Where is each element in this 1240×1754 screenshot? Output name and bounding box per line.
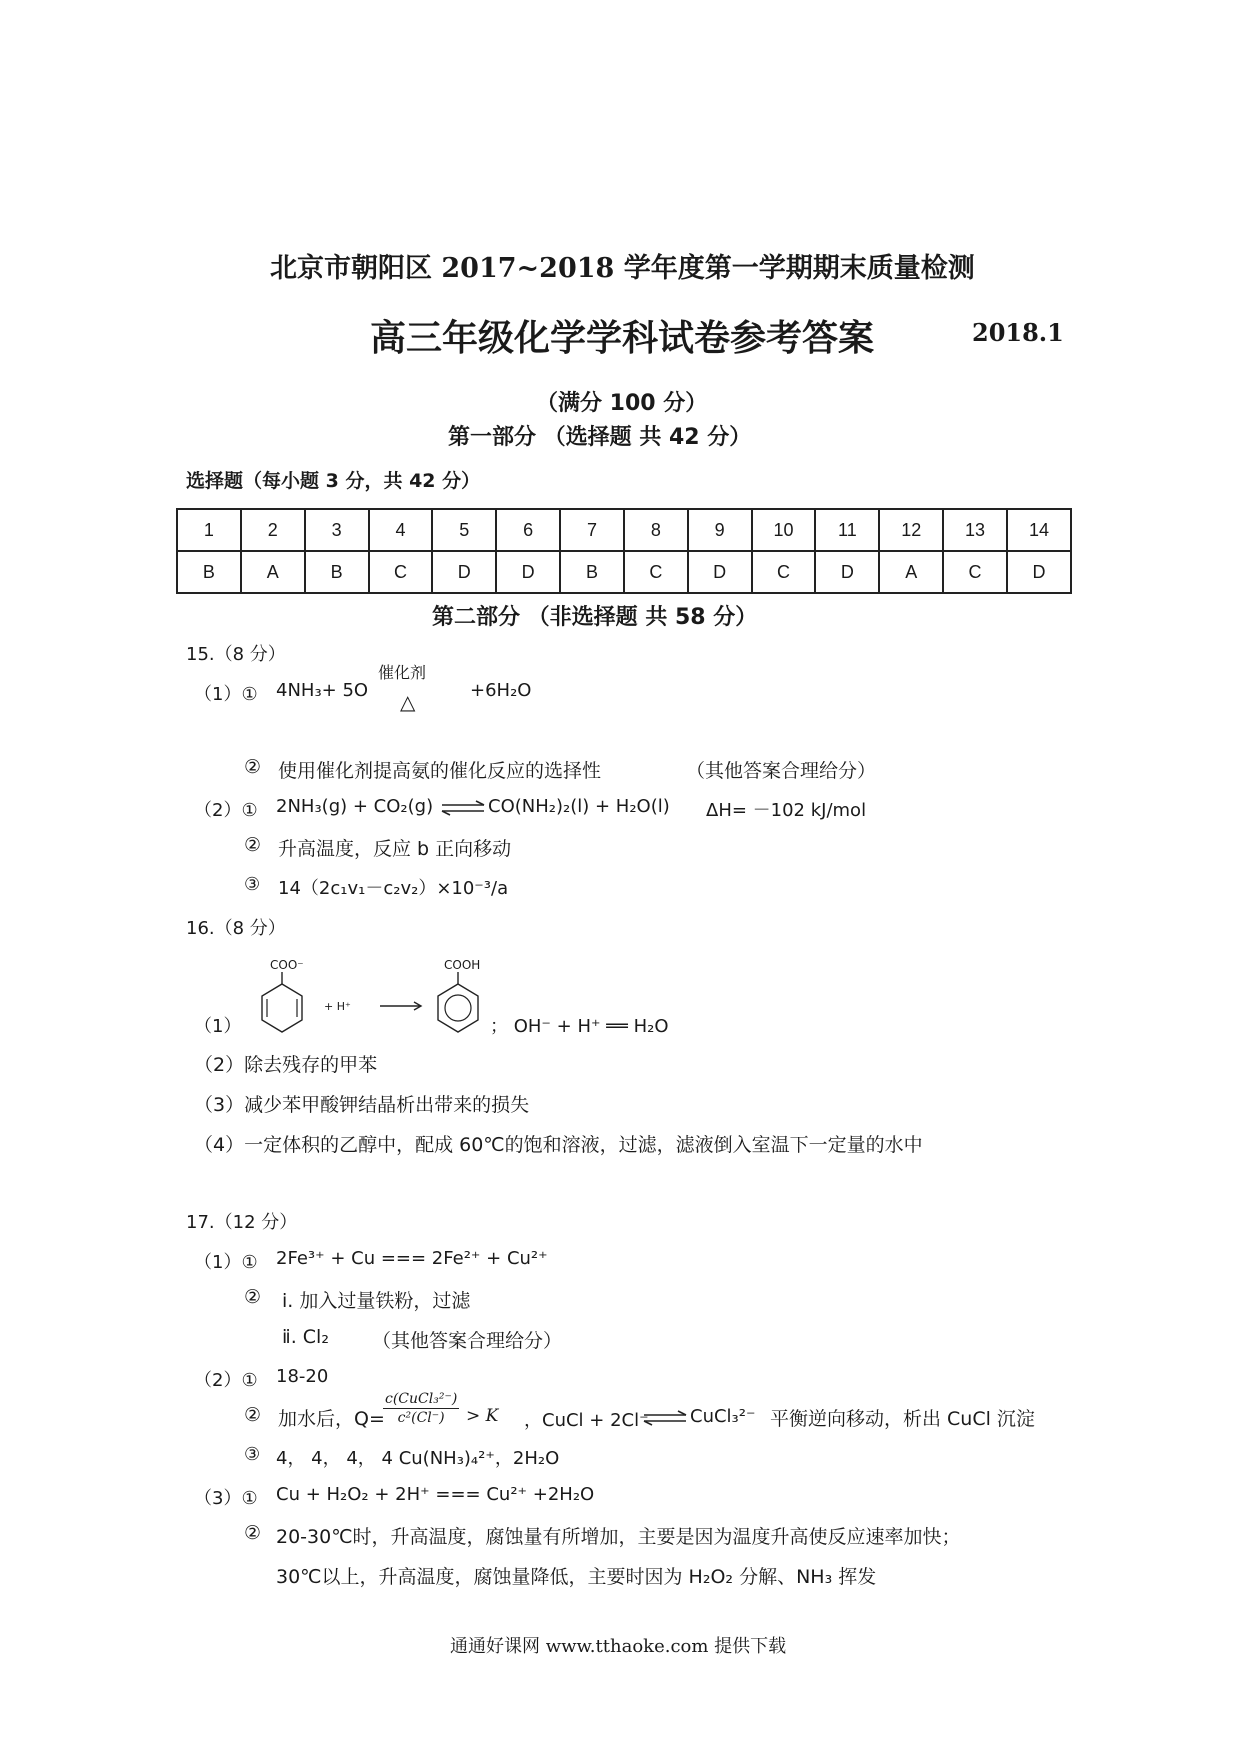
q17-1-label: （1）① (194, 1252, 258, 1273)
q17-3b-line1: 20-30℃时，升高温度，腐蚀量有所增加，主要是因为温度升高使反应速率加快； (276, 1526, 961, 1548)
table-cell: D (1007, 551, 1071, 593)
q15-1b-note: （其他答案合理给分） (686, 760, 877, 782)
table-cell: 14 (1007, 509, 1071, 551)
table-cell: 4 (369, 509, 433, 551)
q17-3-label: （3）① (194, 1488, 258, 1509)
q17-3-text: Cu + H₂O₂ + 2H⁺ === Cu²⁺ +2H₂O (276, 1484, 595, 1505)
q17-1b-label: ② (244, 1286, 262, 1308)
part2-heading: 第二部分 （非选择题 共 58 分） (432, 605, 758, 630)
table-cell: C (943, 551, 1007, 593)
answer-table (176, 508, 1072, 594)
q17-2-label: （2）① (194, 1370, 258, 1391)
q15-1b-text: 使用催化剂提高氨的催化反应的选择性 (278, 760, 602, 782)
q17-2b-label: ② (244, 1404, 262, 1426)
q17-3b-label: ② (244, 1522, 262, 1544)
cooh-label: COOH (444, 958, 481, 972)
q16-2: （2）除去残存的甲苯 (194, 1054, 378, 1076)
benzoic-acid-ring-icon (428, 970, 488, 1038)
q17-heading: 17.（12 分） (186, 1212, 298, 1233)
q15-2-label: （2）① (194, 800, 258, 821)
q16-1-rest: ； OH⁻ + H⁺ ══ H₂O (490, 1016, 669, 1037)
q15-heading: 15.（8 分） (186, 644, 286, 665)
heat-triangle-icon: △ (400, 690, 416, 714)
q16-1-label: （1） (194, 1016, 242, 1037)
table-cell: C (752, 551, 816, 593)
table-cell: D (815, 551, 879, 593)
catalyst-label: 催化剂 (378, 663, 427, 682)
q17-1b-i: ⅰ. 加入过量铁粉，过滤 (282, 1290, 471, 1312)
table-cell: 2 (241, 509, 305, 551)
table-cell: 1 (177, 509, 241, 551)
plus-h-label: + H⁺ (324, 1000, 351, 1013)
q16-3: （3）减少苯甲酸钾结晶析出带来的损失 (194, 1094, 530, 1116)
q17-2-text: 18-20 (276, 1366, 329, 1387)
table-cell: 8 (624, 509, 688, 551)
choice-heading: 选择题（每小题 3 分，共 42 分） (186, 470, 481, 492)
exam-title: 北京市朝阳区 2017~2018 学年度第一学期期末质量检测 (270, 253, 975, 284)
q17-1-eq: 2Fe³⁺ + Cu === 2Fe²⁺ + Cu²⁺ (276, 1248, 548, 1269)
equilibrium-arrow-icon (642, 1410, 688, 1426)
part1-heading: 第一部分 （选择题 共 42 分） (448, 425, 752, 450)
q16-4: （4）一定体积的乙醇中，配成 60℃的饱和溶液，过滤，滤液倒入室温下一定量的水中 (194, 1134, 923, 1156)
table-cell: B (305, 551, 369, 593)
table-cell: 11 (815, 509, 879, 551)
table-cell: C (369, 551, 433, 593)
q15-1-lhs: 4NH₃+ 5O (276, 680, 369, 701)
q17-1b-ii: ⅱ. Cl₂ (282, 1326, 329, 1348)
table-cell: 6 (496, 509, 560, 551)
carboxylate-label: COO⁻ (270, 958, 304, 972)
table-cell: A (879, 551, 943, 593)
fraction-denominator: c²(Cl⁻) (397, 1410, 445, 1426)
q16-heading: 16.（8 分） (186, 918, 286, 939)
q15-1b-label: ② (244, 756, 262, 778)
answer-key-title: 高三年级化学学科试卷参考答案 (370, 317, 875, 359)
full-score: （满分 100 分） (536, 391, 708, 416)
page-footer: 通通好课网 www.tthaoke.com 提供下载 (450, 1636, 787, 1657)
table-cell: 9 (688, 509, 752, 551)
q17-2b-eq-lhs: ，CuCl + 2Cl⁻ (524, 1410, 649, 1431)
answer-table-answer-row (177, 551, 1071, 593)
table-cell: D (688, 551, 752, 593)
q15-2-rhs: CO(NH₂)₂(l) + H₂O(l) (488, 796, 670, 817)
table-cell: D (496, 551, 560, 593)
table-cell: D (432, 551, 496, 593)
q15-1-rhs: +6H₂O (470, 680, 532, 701)
answer-table-number-row (177, 509, 1071, 551)
table-cell: 5 (432, 509, 496, 551)
q17-2c-label: ③ (244, 1444, 261, 1465)
q17-2b-tail: 平衡逆向移动，析出 CuCl 沉淀 (770, 1408, 1035, 1430)
q17-2c-text: 4， 4， 4， 4 Cu(NH₃)₄²⁺，2H₂O (276, 1448, 560, 1469)
exam-date: 2018.1 (972, 318, 1064, 347)
q15-1-label: （1）① (194, 684, 258, 705)
q15-2-dh: ΔH= －102 kJ/mol (706, 800, 867, 821)
table-cell: B (177, 551, 241, 593)
equilibrium-arrow-icon (440, 800, 486, 816)
q17-2b-eq-rhs: CuCl₃²⁻ (690, 1406, 756, 1427)
q17-2b-pre: 加水后，Q= (278, 1408, 385, 1430)
q-expression-fraction (380, 1390, 462, 1427)
q15-2-lhs: 2NH₃(g) + CO₂(g) (276, 796, 434, 817)
q15-2c-label: ③ (244, 874, 261, 895)
table-cell: A (241, 551, 305, 593)
q17-1b-note: （其他答案合理给分） (372, 1330, 563, 1352)
table-cell: 7 (560, 509, 624, 551)
benzoate-ring-icon (252, 970, 312, 1038)
q17-3b-line2: 30℃以上，升高温度，腐蚀量降低，主要时因为 H₂O₂ 分解、NH₃ 挥发 (276, 1566, 877, 1588)
table-cell: 3 (305, 509, 369, 551)
table-cell: B (560, 551, 624, 593)
fraction-numerator: c(CuCl₃²⁻) (385, 1391, 458, 1407)
table-cell: 12 (879, 509, 943, 551)
reaction-arrow-icon (378, 1000, 424, 1012)
q15-2b-label: ② (244, 834, 262, 856)
table-cell: 13 (943, 509, 1007, 551)
q15-2c-text: 14（2c₁v₁－c₂v₂）×10⁻³/a (278, 878, 509, 899)
table-cell: C (624, 551, 688, 593)
q17-2b-gt-k: > K (466, 1406, 499, 1426)
q15-2b-text: 升高温度，反应 b 正向移动 (278, 838, 512, 860)
table-cell: 10 (752, 509, 816, 551)
